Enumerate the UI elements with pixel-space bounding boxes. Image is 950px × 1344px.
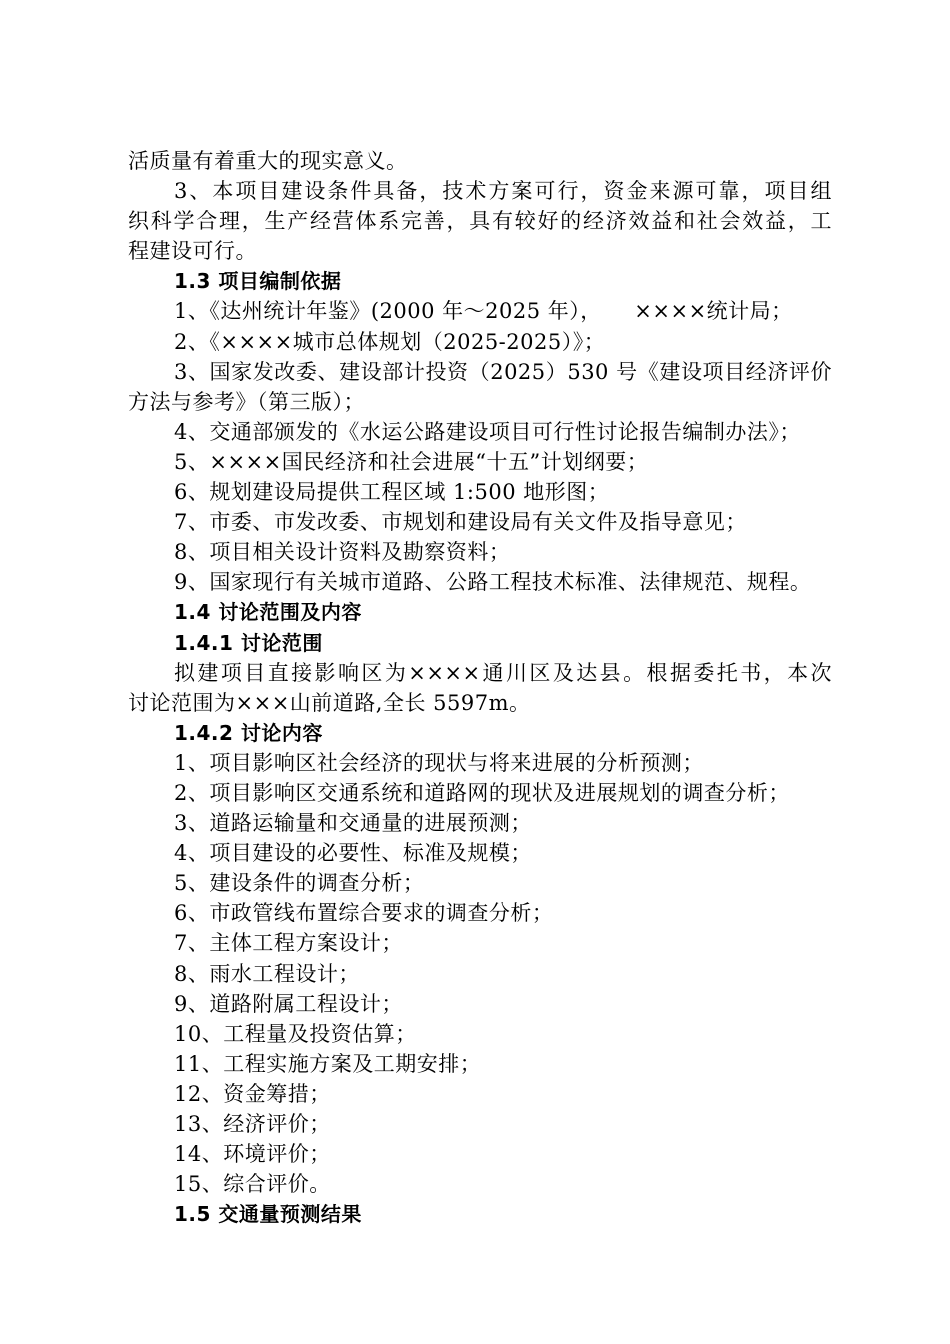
basis-item: 2、《××××城市总体规划（2025-2025）》； [174,329,606,354]
basis-item: 8、项目相关设计资料及勘察资料； [174,540,511,565]
point-3-line-2: 织科学合理，生产经营体系完善，具有较好的经济效益和社会效益，工 [128,209,832,234]
section-1-5-heading: 1.5 交通量预测结果 [174,1202,362,1227]
basis-item: 6、规划建设局提供工程区域 1:500 地形图； [174,480,610,505]
basis-item: 1、《达州统计年鉴》(2000 年～2025 年）， ××××统计局； [174,299,793,324]
section-1-4-heading: 1.4 讨论范围及内容 [174,600,362,625]
content-item: 10、工程量及投资估算； [174,1021,417,1046]
section-1-3-heading: 1.3 项目编制依据 [174,269,342,294]
point-3-line-1: 3、本项目建设条件具备，技术方案可行，资金来源可靠，项目组 [174,179,832,204]
content-item: 12、资金筹措； [174,1081,331,1106]
content-item: 14、环境评价； [174,1142,331,1167]
scope-line-1: 拟建项目直接影响区为××××通川区及达县。根据委托书，本次 [174,660,832,685]
content-item: 11、工程实施方案及工期安排； [174,1051,482,1076]
basis-item: 5、××××国民经济和社会进展“十五”计划纲要； [174,449,649,474]
content-item: 15、综合评价。 [174,1172,331,1197]
basis-item: 9、国家现行有关城市道路、公路工程技术标准、法律规范、规程。 [174,570,812,595]
content-item: 13、经济评价； [174,1112,331,1136]
basis-item: 7、市委、市发改委、市规划和建设局有关文件及指导意见； [174,510,747,535]
content-item: 6、市政管线布置综合要求的调查分析； [174,901,554,926]
content-item: 2、项目影响区交通系统和道路网的现状及进展规划的调查分析； [174,780,790,805]
document-body [128,146,832,1229]
intro-line: 活质量有着重大的现实意义。 [128,149,408,173]
basis-item: 3、国家发改委、建设部计投资（2025）530 号《建设项目经济评价 [174,359,832,384]
basis-item-continuation: 方法与参考》（第三版）； [128,389,365,414]
content-item: 4、项目建设的必要性、标准及规模； [174,841,532,866]
content-item: 8、雨水工程设计； [174,961,360,986]
content-item: 9、道路附属工程设计； [174,991,403,1016]
section-1-4-1-heading: 1.4.1 讨论范围 [174,630,323,655]
point-3-line-3: 程建设可行。 [128,239,257,264]
section-1-4-2-heading: 1.4.2 讨论内容 [174,720,323,745]
content-item: 5、建设条件的调查分析； [174,871,425,896]
content-item: 1、项目影响区社会经济的现状与将来进展的分析预测； [174,750,704,775]
content-item: 3、道路运输量和交通量的进展预测； [174,811,532,836]
scope-line-2: 讨论范围为×××山前道路,全长 5597m。 [128,690,531,715]
basis-item: 4、交通部颁发的《水运公路建设项目可行性讨论报告编制办法》； [174,419,801,444]
content-item: 7、主体工程方案设计； [174,931,403,956]
